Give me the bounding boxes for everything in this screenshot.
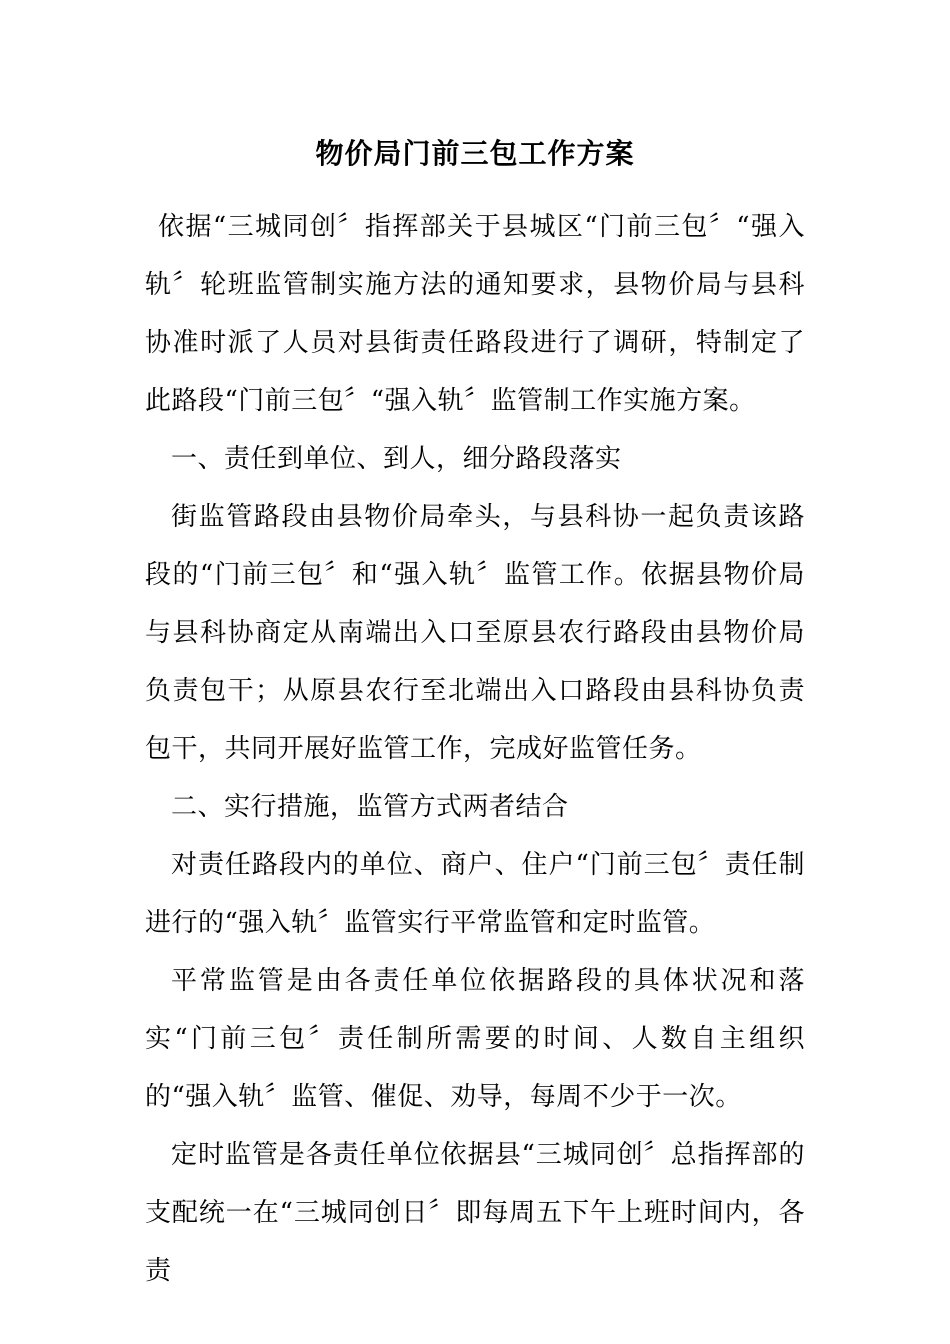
section-heading-1: 一、责任到单位、到人，细分路段落实	[171, 444, 622, 474]
paragraph-regular-supervision: 平常监管是由各责任单位依据路段的具体状况和落实“门前三包〞责任制所需要的时间、人数自主组织的“强入轨〞监管、催促、劝导，每周不少于一次。	[145, 966, 805, 1112]
paragraph-scheduled-supervision: 定时监管是各责任单位依据县“三城同创〞总指挥部的支配统一在“三城同创日〞即每周五下午上班时间内，各责	[145, 1140, 805, 1286]
paragraph-intro: 依据“三城同创〞指挥部关于县城区“门前三包〞“强入轨〞轮班监管制实施方法的通知要求，县物价局与县科协准时派了人员对县街责任路段进行了调研，特制定了此路段“门前三包〞“强入轨〞监管制工作实施方案。	[145, 212, 805, 416]
document-body	[145, 198, 805, 1300]
document-title: 物价局门前三包工作方案	[315, 137, 635, 170]
section-heading-2: 二、实行措施，监管方式两者结合	[171, 792, 569, 822]
paragraph-section-2: 对责任路段内的单位、商户、住户“门前三包〞责任制进行的“强入轨〞监管实行平常监管和定时监管。	[145, 850, 805, 938]
paragraph-section-1: 街监管路段由县物价局牵头，与县科协一起负责该路段的“门前三包〞和“强入轨〞监管工作。依据县物价局与县科协商定从南端出入口至原县农行路段由县物价局负责包干；从原县农行至北端出入口路段由县科协负责包干，共同开展好监管工作，完成好监管任务。	[145, 502, 805, 764]
